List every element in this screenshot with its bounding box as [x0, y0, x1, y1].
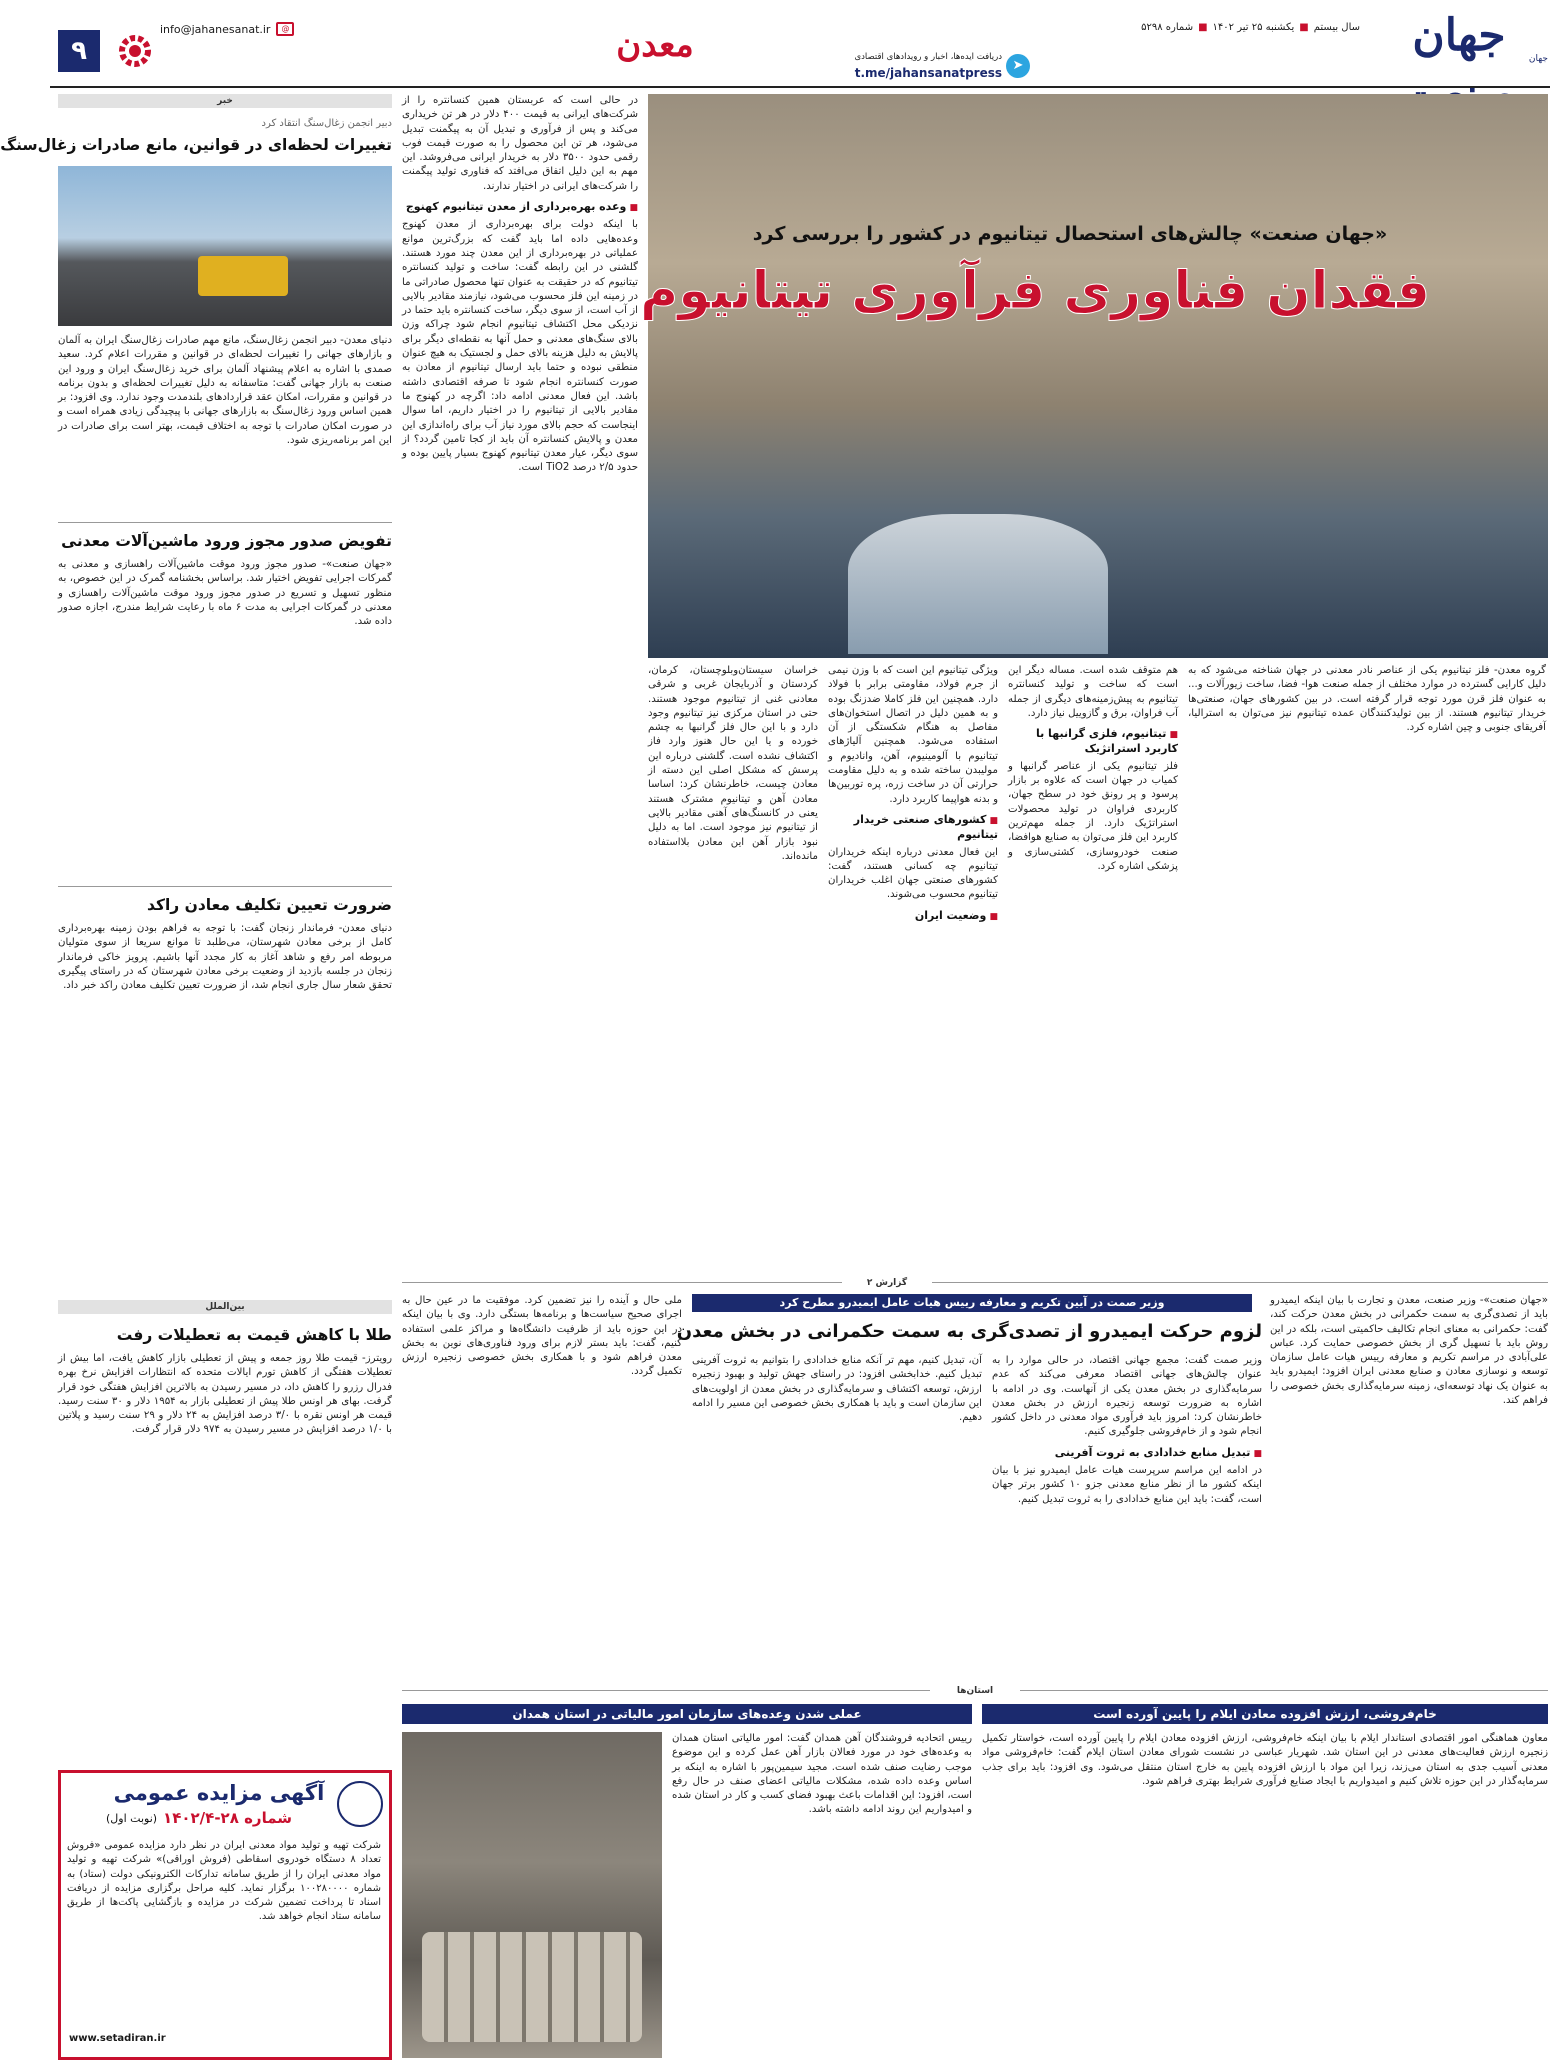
telegram-text: دریافت ایده‌ها، اخبار و رویدادهای اقتصادی	[854, 52, 1002, 62]
auction-ad	[58, 1770, 392, 2060]
report-rule	[402, 1282, 1548, 1283]
issue-info: سال بیستم ■ یکشنبه ۲۵ تیر ۱۴۰۲ ■ شماره ۵۲۹۸	[1155, 20, 1360, 36]
header-rule	[50, 86, 1550, 88]
provinces-section	[402, 1686, 1548, 2060]
lead-col5	[1188, 664, 1546, 1274]
section-title: معدن	[616, 25, 694, 65]
pipes-shape	[422, 1932, 642, 2042]
report-col3: آن، تبدیل کنیم، مهم تر آنکه منابع خدادادی را بتوانیم به ثروت آفرینی تبدیل کنیم. خدابخشی افزود: در راستای جهش تولید و بهبود زنجیره ارزش، توسعه اکتشاف و سرمایه‌گذاری در بخش معدن از اولویت‌های این سازمان است و باید با همکاری بخش خصوصی این مسیر را ادامه دهیم.	[692, 1355, 982, 1424]
lead-col1b-text: با اینکه دولت برای بهره‌برداری از معدن کهنوج وعده‌هایی داده اما باید گفت که بزرگ‌ترین موانع عملیاتی در بهره‌برداری از این معدن چند مورد هستند. گلشنی در این رابطه گفت: ساخت و تولید کنسانتره تیتانیوم که در حقیقت به عنوان تنها محصول صادراتی ما در زمینه این فلز محسوب می‌شود، نیازمند مقادیر بالایی از آب است، از سوی دیگر، ساخت کنسانتره باید حتما در نزدیکی محل اکتشاف تیتانیوم انجام شود چراکه وزن بالای سنگ‌های معدنی و حمل آنها به نقطه‌ای دیگر برای پالایش به دلیل هزینه بالای حمل و لجستیک به هیچ عنوان منطقی نبوده و حتما باید ارسال تیتانیوم از معادن به صورت کنسانتره انجام شود تا صرفه اقتصادی داشته باشد. این فعال معدنی ادامه داد: اگرچه در کهنوج ما مقادیر بالایی از تیتانیوم را در اختیار داریم، اما سوال اینجاست که حجم بالای مورد نیاز آب برای راه‌اندازی این معدن و پالایش کنسانتره آن باید از کجا تامین گردد؟ از سوی دیگر، عیار معدن تیتانیوم کهنوج بسیار پایین بوده و حدود ۲/۵ درصد TiO2 است.	[402, 219, 638, 474]
provinces-tag: استان‌ها	[930, 1684, 1020, 1698]
article1-photo	[58, 166, 392, 326]
page-number: ۹	[58, 30, 100, 72]
telegram-block[interactable]	[830, 48, 1030, 84]
ad-logo-icon	[337, 1781, 383, 1827]
report-col2	[992, 1354, 1262, 1674]
report-col2-text: وزیر صمت گفت: مجمع جهانی اقتصاد، در حالی موارد را به عنوان چالش‌های جهانی اقتصاد معرفی می‌کند که عدم سرمایه‌گذاری در بخش معدن یکی از آنهاست. وی در ادامه با اشاره به ضرورت توسعه زنجیره ارزش در بخش معدن خاطرنشان کرد: امروز باید فرآوری مواد معدنی در داخل کشور انجام شود و از خام‌فروشی جلوگیری کنیم.	[992, 1355, 1262, 1438]
article2-body: «جهان صنعت»- صدور مجوز ورود موقت ماشین‌آلات راهسازی و معدنی به گمرکات اجرایی تفویض اختیار شد. براساس بخشنامه گمرک در این خصوص، به منظور تسهیل و تسریع در صدور مجوز ورود موقت ماشین‌آلات راهسازی و معدنی در گمرکات اجرایی به مدت ۶ ماه با رعایت شرایط مندرج، اجازه صدور داده شد.	[58, 559, 392, 628]
ad-number: شماره ۲۸-۱۴۰۲/۴	[163, 1809, 293, 1827]
lead-col1	[402, 94, 638, 1074]
logo-small: جهان	[1528, 54, 1548, 64]
report-col4: ملی حال و آینده را نیز تضمین کرد. موفقیت ما در عین حال به اجرای صحیح سیاست‌ها و برنامه‌ها بستگی دارد. وی با بیان اینکه در این حوزه باید از ظرفیت دانشگاه‌ها و مراکز علمی استفاده کنیم، گفت: باید بستر لازم برای ورود فناوری‌های نوین به بخش معدن فراهم شود و با همکاری بخش خصوصی زنجیره ارزش تکمیل گردد.	[402, 1295, 682, 1378]
report-section	[402, 1278, 1548, 1682]
lead-kicker: «جهان صنعت» چالش‌های استحصال تیتانیوم در کشور را بررسی کرد	[752, 223, 1388, 245]
logo-text: جهان	[1412, 10, 1506, 61]
divider-2	[58, 886, 392, 887]
ad-title: آگهی مزایده عمومی	[113, 1781, 325, 1805]
date-label: یکشنبه ۲۵ تیر ۱۴۰۲	[1212, 22, 1295, 33]
logo	[1368, 4, 1550, 76]
mail-icon: @	[276, 22, 294, 36]
lead-col4	[1008, 664, 1178, 1274]
loader-shape	[198, 256, 288, 296]
report-col2-subhead: ■ تبدیل منابع خدادادی به ثروت آفرینی	[992, 1446, 1262, 1461]
lead-col3-text: ویژگی تیتانیوم این است که با وزن نیمی از جرم فولاد، مقاومتی برابر با فولاد دارد. همچنین این فلز کاملا ضدزنگ بوده و به همین دلیل در اتصال استخوان‌های مفاصل به هنگام شکستگی از آن استفاده می‌شود. همچنین آلیاژهای تیتانیوم با آلومینیوم، آهن، وانادیوم و مولیبدن ساخته شده و به دلیل مقاومت حرارتی آن در ساخت زره، پره توربین‌ها و بدنه هواپیما کاربرد دارد.	[828, 665, 998, 805]
lead-photo	[640, 94, 1548, 658]
lead-col2	[648, 664, 818, 1274]
lead-col5-text: گروه معدن- فلز تیتانیوم یکی از عناصر نادر معدنی در جهان شناخته می‌شود که به دلیل کارایی گسترده در موارد مختلف از جمله صنعت هوا- فضا، ساخت زیورآلات و... به عنوان فلز قرن مورد توجه قرار گرفته است. در بین کشورهای جهان، صنعتی‌ها خریدار تیتانیوم هستند. از بین تولیدکنندگان عمده تیتانیوم نیز می‌توان به استرالیا، آفریقای جنوبی و چین اشاره کرد.	[1188, 665, 1546, 734]
article1-title: تغییرات لحظه‌ای در قوانین، مانع صادرات زغال‌سنگ	[0, 136, 392, 154]
report-tag: گزارش ۲	[842, 1276, 932, 1290]
ad-number-row	[69, 1809, 329, 1831]
article1-body: دنیای معدن- دبیر انجمن زغال‌سنگ، مانع مهم صادرات زغال‌سنگ ایران به آلمان و بازارهای جهانی را تغییرات لحظه‌ای در قوانین و مقررات اعلام کرد. سعید صمدی با اشاره به اعلام پیشنهاد آلمان برای خرید زغال‌سنگ ایران و ورود این صنعت به بازار جهانی گفت: متاسفانه به دلیل تغییرات لحظه‌ای و بدون برنامه در قوانین و مقررات، امکان عقد قراردادهای بلندمدت وجود ندارد. وی افزود: بر همین اساس ورود زغال‌سنگ به بازارهای جهانی با پیچیدگی زیادی همراه است و در صورت امکان صادرات با توجه به اختلاف قیمت، بهتر است برای صادرات در این امر برنامه‌ریزی شود.	[58, 335, 392, 447]
gear-icon	[112, 28, 158, 74]
ad-round: (نوبت اول)	[106, 1812, 158, 1825]
lead-title: فقدان فناوری فرآوری تیتانیوم	[640, 261, 1430, 321]
province2-photo	[402, 1732, 662, 2058]
ad-body: شرکت تهیه و تولید مواد معدنی ایران در نظر دارد مزایده عمومی «فروش تعداد ۸ دستگاه خودروی اسقاطی (فروش اوراقی)» شرکت تهیه و تولید مواد معدنی ایران را از طریق سامانه تدارکات الکترونیکی دولت (ستاد) به شماره ۱۰۰۲۸۰۰۰۰ برگزار نماید. کلیه مراحل برگزاری مزایده از دریافت اسناد تا پرداخت تضمین شرکت در مزایده و بازگشایی پاکت‌ها از طریق سامانه ستاد انجام خواهد شد.	[67, 1840, 381, 1923]
article2-title: تفویض صدور مجوز ورود ماشین‌آلات معدنی	[61, 532, 392, 550]
email-block[interactable]	[160, 18, 400, 40]
issue-label: شماره ۵۲۹۸	[1141, 22, 1194, 33]
province-article1	[982, 1704, 1548, 2060]
report-col2b-text: در ادامه این مراسم سرپرست هیات عامل ایمیدرو نیز با بیان اینکه کشور ما از نظر منابع معدنی جزو ۱۰ کشور برتر جهان است، گفت: باید این منابع خدادادی را به ثروت تبدیل کنیم.	[992, 1465, 1263, 1505]
report-title: لزوم حرکت ایمیدرو از تصدی‌گری به سمت حکمرانی در بخش معدن	[676, 1321, 1262, 1342]
province-article2	[402, 1704, 972, 2060]
lead-col3-subhead2: ■ وضعیت ایران	[828, 909, 998, 924]
left-column	[0, 94, 393, 2060]
lead-col2-text: خراسان سیستان‌وبلوچستان، کرمان، کردستان و آذربایجان غربی و شرقی معادنی غنی از تیتانیوم موجود هستند. حتی در استان مرکزی نیز تیتانیوم وجود دارد و با این حال فلز گرانبها به چشم خورده و یا این حال هنوز وارد فاز اکتشاف نشده است. گلشنی درباره این پرسش که مشکل اصلی این دسته از معادن چیست، خاطرنشان کرد: اساسا معادن آهن و تیتانیوم مشترک هستند یعنی در کانسنگ‌های آهنی مقادیر بالایی از تیتانیوم نیز موجود است. اما به دلیل نبود بازار آهن این معادن بلااستفاده مانده‌اند.	[648, 665, 818, 862]
province2-title: عملی شدن وعده‌های سازمان امور مالیاتی در استان همدان	[402, 1704, 972, 1724]
lead-col3b-text: این فعال معدنی درباره اینکه خریداران تیتانیوم چه کسانی هستند، گفت: کشورهای صنعتی جهان اغلب خریداران تیتانیوم محسوب می‌شوند.	[828, 846, 998, 901]
year-label: سال بیستم	[1313, 22, 1360, 33]
masthead	[50, 0, 1550, 88]
email-label[interactable]: info@jahanesanat.ir	[160, 22, 271, 36]
lead-col1-subhead: ■ وعده بهره‌برداری از معدن تیتانیوم کهنوج	[402, 200, 638, 215]
international-tag: بین‌الملل	[58, 1300, 392, 1314]
article3-title: ضرورت تعیین تکلیف معادن راکد	[146, 896, 392, 914]
province1-body: معاون هماهنگی امور اقتصادی استاندار ایلام با بیان اینکه خام‌فروشی، ارزش افزوده معادن ایلام را پایین آورده است، خواستار تکمیل زنجیره ارزش فعالیت‌های معدنی در این استان شد. شهریار عباسی در نشست شورای معادن استان ایلام گفت: خام‌فروشی مواد معدنی آسیب جدی به استان می‌زند، زیرا این مواد با ارزش افزوده پایین به خارج استان منتقل می‌شود. وی افزود: باید برای جذب سرمایه‌گذار در این حوزه تلاش کنیم و امیدواریم با ایجاد صنایع فرآوری شرایط بهتری فراهم شود.	[982, 1733, 1548, 1787]
article4-body: رویترز- قیمت طلا روز جمعه و پیش از تعطیلی بازار کاهش یافت، اما بیش از تعطیلات هفتگی از کاهش تورم ایالات متحده که انتظارات افزایش نرخ بهره فدرال رزرو را کاهش داد، در مسیر رسیدن به بالاترین افزایش هفتگی خود قرار گرفت. بهای هر اونس طلا پیش از تعطیلی بازار به ۱۹۵۴ دلار و ۳۰ سنت رسید. قیمت هر اونس نقره با ۳/۰ درصد افزایش به ۲۴ دلار و ۲۹ سنت رسید و پلاتین با ۱/۰ درصد افزایش در مسیر رسیدن به ۹۷۴ دلار قرار گرفت.	[58, 1353, 393, 1436]
lead-col3	[828, 664, 998, 1274]
report-col1: «جهان صنعت»- وزیر صنعت، معدن و تجارت با بیان اینکه ایمیدرو باید از تصدی‌گری به سمت حکمرانی در بخش معدن حرکت کند، گفت: حکمرانی به معنای انجام تکالیف حاکمیتی است، بلکه در این روش باید با تسهیل گری از بخش خصوصی حمایت کرد. عباس علی‌آبادی در مراسم تکریم و معارفه رییس هیات عامل سازمان توسعه و نوسازی معادن و صنایع معدنی ایران افزود: ایمیدرو باید به عنوان یک نهاد توسعه‌ای، زمینه سرمایه‌گذاری بخش خصوصی را فراهم کند.	[1270, 1295, 1548, 1407]
ad-site[interactable]: www.setadiran.ir	[69, 2033, 166, 2044]
lead-col3-subhead: ■ کشورهای صنعتی خریدار تیتانیوم	[828, 813, 998, 843]
divider-1	[58, 522, 392, 523]
telegram-url[interactable]: t.me/jahansanatpress	[854, 66, 1002, 80]
article1-kicker: دبیر انجمن زغال‌سنگ انتقاد کرد	[261, 118, 392, 129]
lead-col4-subhead: ■ تیتانیوم، فلزی گرانبها با کاربرد استراتژیک	[1008, 727, 1178, 757]
article4-title: طلا با کاهش قیمت به تعطیلات رفت	[116, 1326, 392, 1344]
photo-water	[848, 514, 1108, 654]
news-tag: خبر	[58, 94, 392, 108]
lead-col4-text: هم متوقف شده است. مساله دیگر این است که ساخت و تولید کنسانتره تیتانیوم به پیش‌زمینه‌های دیگری از جمله آب فراوان، برق و گازوییل نیاز دارد.	[1008, 665, 1178, 719]
report-kicker: وزیر صمت در آیین تکریم و معارفه رییس هیات عامل ایمیدرو مطرح کرد	[692, 1294, 1252, 1312]
article3-body: دنیای معدن- فرماندار زنجان گفت: با توجه به فراهم بودن زمینه بهره‌برداری کامل از برخی معادن شهرستان، می‌طلبد تا موانع سریعا از سوی متولیان مربوطه امر رفع و شاهد آغاز به کار مجدد آنها باشیم. پرویز خاکی فرماندار زنجان در جلسه بازدید از وضعیت برخی معادن شهرستان که در راستای پیگیری تحقق شعار سال جاری انجام شد، از ضرورت تعیین تکلیف معادن راکد خبر داد.	[58, 923, 392, 992]
lead-col1-text: در حالی است که عربستان همین کنسانتره را از شرکت‌های ایرانی به قیمت ۴۰۰ دلار در هر تن خریداری می‌کند و پس از فرآوری و تبدیل آن به پیگمنت تبدیل می‌شود، هر تن این محصول را به صورت قیمت فوب رقمی حدود ۳۵۰۰ دلار به خریدار ایرانی می‌فروشد. این مهم به این دلیل اتفاق می‌افتد که فناوری تولید پیگمنت را شرکت‌های ایرانی در اختیار ندارند.	[402, 95, 638, 192]
telegram-icon: ➤	[1006, 54, 1030, 78]
province2-body: رییس اتحادیه فروشندگان آهن همدان گفت: امور مالیاتی استان همدان به وعده‌های خود در مورد فعالان بازار آهن عمل کرده و این موضوع موجب رضایت صنف شده است. مجید سیمین‌پور با اشاره به اینکه بر اساس وعده داده شده، مشکلات مالیاتی اعضای صنف در حال رفع است، افزود: این اقدامات باعث بهبود فضای کسب و کار در استان شده و امیدواریم این روند ادامه داشته باشد.	[672, 1733, 972, 1816]
lead-col4b-text: فلز تیتانیوم یکی از عناصر گرانبها و کمیاب در جهان است که علاوه بر بازار پرسود و پر رونق خود در سطح جهان، کاربردی فراوان در تولید محصولات استراتژیک دارد. از جمله مهم‌ترین کاربرد این فلز می‌توان به صنایع هوافضا، صنعت خودروسازی، کشتی‌سازی و پزشکی اشاره کرد.	[1008, 760, 1178, 872]
province1-title: خام‌فروشی، ارزش افزوده معادن ایلام را پایین آورده است	[982, 1704, 1548, 1724]
